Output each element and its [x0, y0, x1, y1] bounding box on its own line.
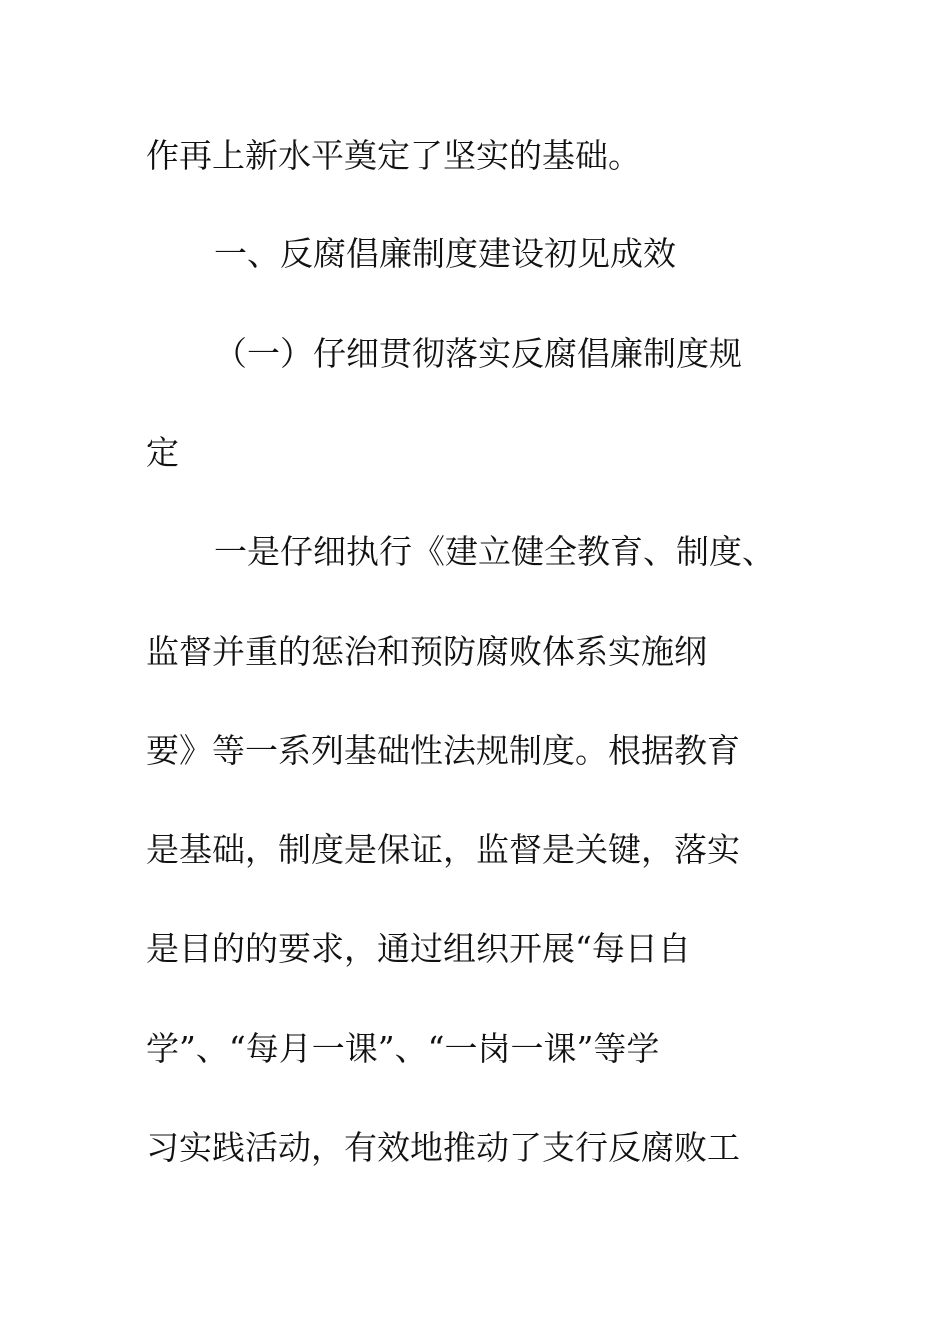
section-heading: 一、反腐倡廉制度建设初见成效: [214, 234, 676, 273]
paragraph-line-6: 学”、“每月一课”、“一岗一课”等学: [146, 1029, 660, 1068]
paragraph-line-5: 是目的的要求，通过组织开展“每日自: [146, 929, 691, 968]
paragraph-line-7: 习实践活动，有效地推动了支行反腐败工: [146, 1128, 740, 1167]
paragraph-line-3: 要》等一系列基础性法规制度。根据教育: [146, 731, 740, 770]
paragraph-line-4: 是基础，制度是保证，监督是关键，落实: [146, 830, 740, 869]
text-line-1: 作再上新水平奠定了坚实的基础。: [146, 136, 641, 175]
paragraph-line-2: 监督并重的惩治和预防腐败体系实施纲: [146, 632, 707, 671]
paragraph-line-1: 一是仔细执行《建立健全教育、制度、: [214, 532, 775, 571]
subsection-heading-continued: 定: [146, 433, 179, 472]
subsection-heading: （一）仔细贯彻落实反腐倡廉制度规: [214, 334, 742, 373]
